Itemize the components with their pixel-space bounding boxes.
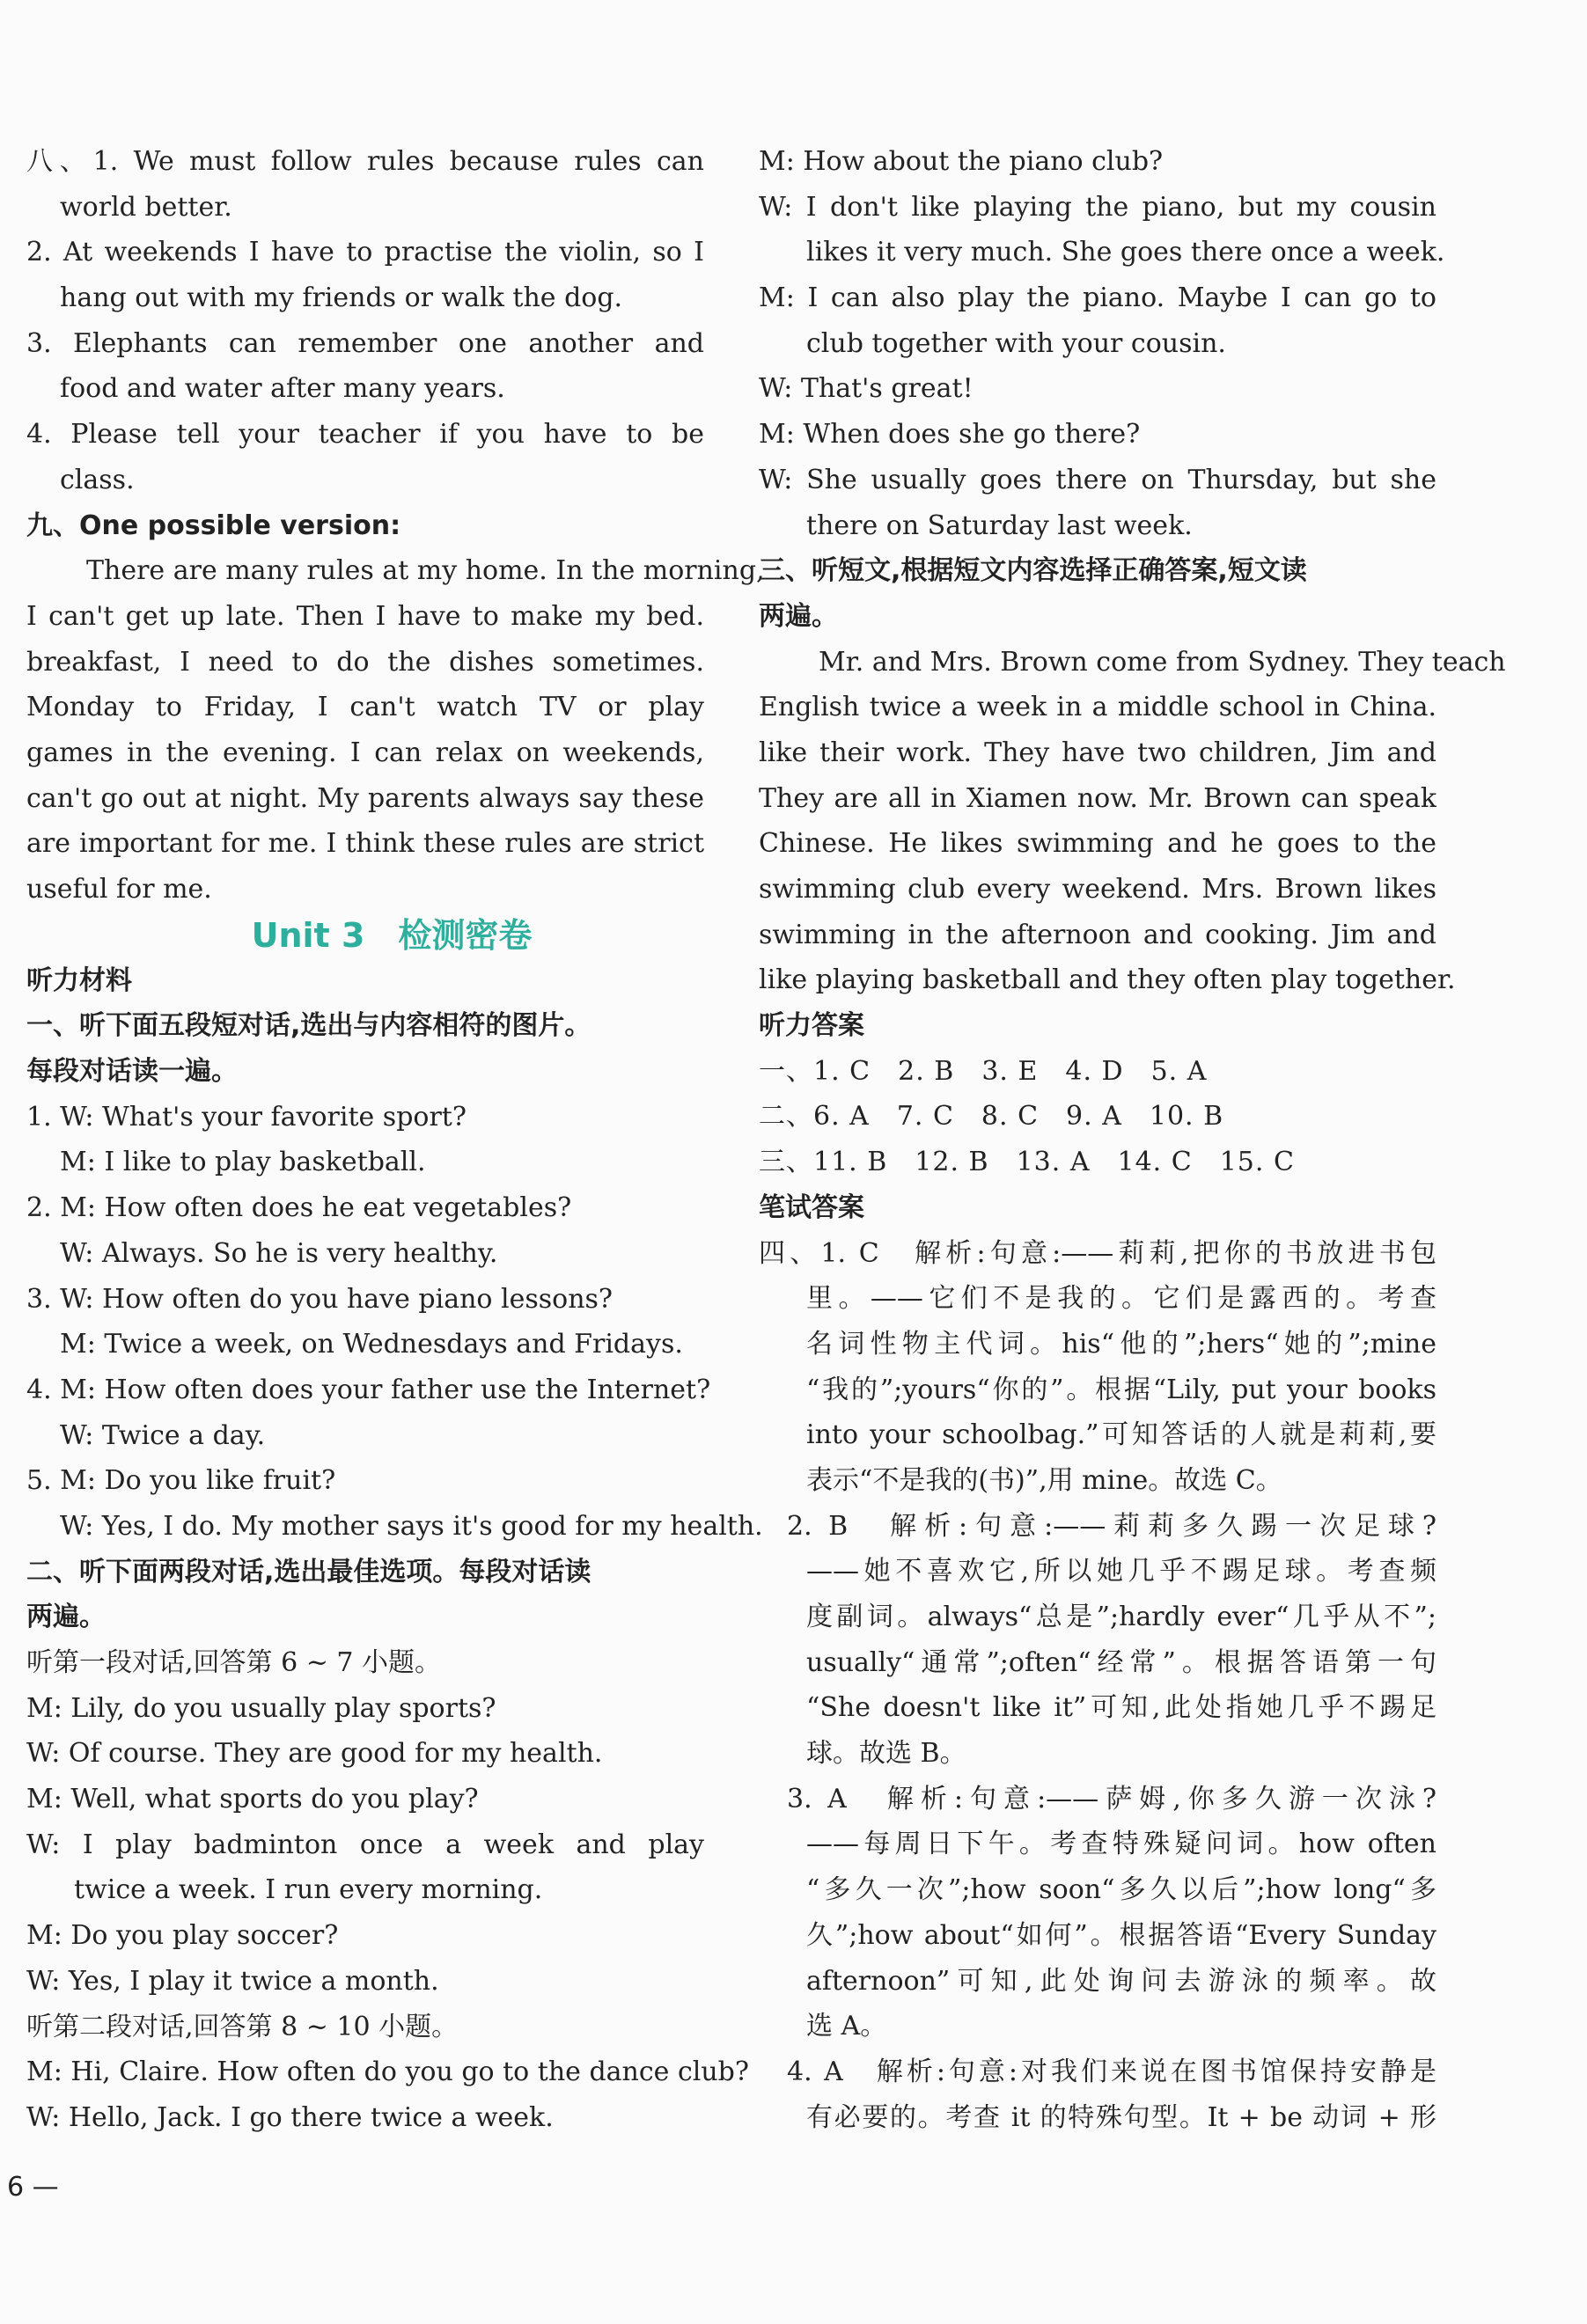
left-line-39: M: Do you play soccer? xyxy=(26,1920,339,1952)
right-line-43: 有必要的。考查 it 的特殊句型。It + be 动词 + 形 xyxy=(806,2101,1436,2133)
left-line-31: 二、听下面两段对话,选出最佳选项。每段对话读 xyxy=(26,1556,591,1587)
right-line-1: W: I don't like playing the piano, but my cousin xyxy=(759,191,1436,223)
left-line-5: food and water after many years. xyxy=(60,373,505,405)
left-line-16: useful for me. xyxy=(26,874,212,905)
left-column xyxy=(26,139,765,2141)
right-line-36: 3. A 解析:句意:——萨姆,你多久游一次泳? xyxy=(787,1783,1436,1814)
right-line-31: ——她不喜欢它,所以她几乎不踢足球。考查频 xyxy=(806,1556,1436,1587)
left-line-43: W: Hello, Jack. I go there twice a week. xyxy=(26,2101,554,2133)
right-line-16: swimming club every weekend. Mrs. Brown likes xyxy=(759,874,1436,905)
left-line-42: M: Hi, Claire. How often do you go to the dance club? xyxy=(26,2056,749,2088)
left-line-2: 2. At weekends I have to practise the violin, so I xyxy=(26,237,704,268)
right-line-12: English twice a week in a middle school in China. xyxy=(759,692,1436,723)
left-line-40: W: Yes, I play it twice a month. xyxy=(26,1965,439,1997)
right-line-15: Chinese. He likes swimming and he goes to the xyxy=(759,828,1436,860)
right-line-7: W: She usually goes there on Thursday, but she xyxy=(759,464,1436,495)
left-line-18: 听力材料 xyxy=(26,964,132,996)
right-line-21: 二、6. A 7. C 8. C 9. A 10. B xyxy=(759,1101,1224,1133)
right-line-14: They are all in Xiamen now. Mr. Brown can speak xyxy=(759,782,1436,814)
right-line-32: 度副词。always“总是”;hardly ever“几乎从不”; xyxy=(806,1602,1436,1632)
left-line-34: M: Lily, do you usually play sports? xyxy=(26,1692,496,1724)
left-line-22: M: I like to play basketball. xyxy=(60,1147,426,1178)
left-line-15: are important for me. I think these rules are strict xyxy=(26,828,704,860)
left-line-27: 4. M: How often does your father use the Internet? xyxy=(26,1374,711,1405)
left-line-20: 每段对话读一遍。 xyxy=(26,1056,238,1088)
left-line-41: 听第二段对话,回答第 8 ~ 10 小题。 xyxy=(26,2011,459,2042)
left-line-35: W: Of course. They are good for my health. xyxy=(26,1738,603,1770)
left-line-36: M: Well, what sports do you play? xyxy=(26,1784,479,1815)
left-line-37: W: I play badminton once a week and play xyxy=(26,1829,704,1860)
left-line-9: There are many rules at my home. In the morning, xyxy=(86,555,765,587)
left-line-12: Monday to Friday, I can't watch TV or play xyxy=(26,692,704,723)
left-line-4: 3. Elephants can remember one another and xyxy=(26,327,704,359)
right-line-37: ——每周日下午。考查特殊疑问词。how often xyxy=(806,1829,1436,1860)
left-line-33: 听第一段对话,回答第 6 ~ 7 小题。 xyxy=(26,1647,441,1678)
right-line-22: 三、11. B 12. B 13. A 14. C 15. C xyxy=(759,1147,1295,1178)
right-line-27: “我的”;yours“你的”。根据“Lily, put your books xyxy=(806,1374,1436,1405)
right-line-10: 两遍。 xyxy=(759,600,838,632)
right-line-42: 4. A 解析:句意:对我们来说在图书馆保持安静是 xyxy=(787,2056,1436,2087)
left-line-28: W: Twice a day. xyxy=(60,1419,266,1451)
right-line-39: 久”;how about“如何”。根据答语“Every Sunday xyxy=(806,1919,1436,1951)
left-line-17: Unit 3 检测密卷 xyxy=(251,915,533,955)
right-line-18: like playing basketball and they often play together. xyxy=(759,964,1456,996)
right-line-11: Mr. and Mrs. Brown come from Sydney. They teach xyxy=(819,646,1506,678)
left-line-24: W: Always. So he is very healthy. xyxy=(60,1237,498,1269)
left-line-7: class. xyxy=(60,464,135,495)
right-line-38: “多久一次”;how soon“多久以后”;how long“多 xyxy=(806,1874,1436,1906)
right-line-2: likes it very much. She goes there once a week. xyxy=(806,237,1445,268)
left-line-30: W: Yes, I do. My mother says it's good for my health. xyxy=(60,1510,763,1542)
right-line-41: 选 A。 xyxy=(806,2011,887,2042)
right-line-3: M: I can also play the piano. Maybe I can go to xyxy=(759,282,1436,314)
left-line-25: 3. W: How often do you have piano lessons? xyxy=(26,1283,613,1315)
right-line-23: 笔试答案 xyxy=(759,1191,864,1223)
right-line-4: club together with your cousin. xyxy=(806,327,1226,359)
right-line-13: like their work. They have two children, Jim and xyxy=(759,737,1436,768)
left-line-29: 5. M: Do you like fruit? xyxy=(26,1465,336,1497)
left-line-8: 九、One possible version: xyxy=(26,510,401,541)
left-line-11: breakfast, I need to do the dishes sometimes. xyxy=(26,646,704,678)
right-line-8: there on Saturday last week. xyxy=(806,510,1193,541)
left-line-6: 4. Please tell your teacher if you have to be xyxy=(26,419,704,451)
left-line-3: hang out with my friends or walk the dog. xyxy=(60,282,623,314)
left-line-26: M: Twice a week, on Wednesdays and Fridays. xyxy=(60,1329,683,1360)
right-line-29: 表示“不是我的(书)”,用 mine。故选 C。 xyxy=(806,1464,1282,1496)
left-line-32: 两遍。 xyxy=(26,1602,106,1633)
right-line-34: “She doesn't like it”可知,此处指她几乎不踢足 xyxy=(806,1692,1436,1724)
left-line-19: 一、听下面五段短对话,选出与内容相符的图片。 xyxy=(26,1010,591,1042)
left-line-23: 2. M: How often does he eat vegetables? xyxy=(26,1192,572,1224)
right-line-25: 里。——它们不是我的。它们是露西的。考查 xyxy=(806,1283,1436,1315)
right-line-19: 听力答案 xyxy=(759,1010,864,1042)
left-line-14: can't go out at night. My parents always say these xyxy=(26,782,704,814)
left-line-10: I can't get up late. Then I have to make my bed. xyxy=(26,600,704,632)
right-line-5: W: That's great! xyxy=(759,373,974,405)
right-line-35: 球。故选 B。 xyxy=(806,1738,966,1770)
left-line-38: twice a week. I run every morning. xyxy=(74,1874,543,1906)
right-line-26: 名词性物主代词。his“他的”;hers“她的”;mine xyxy=(806,1328,1436,1360)
right-line-17: swimming in the afternoon and cooking. Jim and xyxy=(759,919,1436,950)
right-column xyxy=(759,139,1506,2140)
right-line-6: M: When does she go there? xyxy=(759,419,1141,451)
right-line-33: usually“通常”;often“经常”。根据答语第一句 xyxy=(806,1646,1436,1678)
right-line-20: 一、1. C 2. B 3. E 4. D 5. A xyxy=(759,1055,1208,1087)
left-line-0: 八、1. We must follow rules because rules can xyxy=(26,146,704,177)
left-line-21: 1. W: What's your favorite sport? xyxy=(26,1101,467,1133)
right-line-9: 三、听短文,根据短文内容选择正确答案,短文读 xyxy=(759,555,1307,587)
left-line-1: world better. xyxy=(60,191,232,223)
left-line-13: games in the evening. I can relax on weekends, xyxy=(26,737,704,768)
right-line-40: afternoon”可知,此处询问去游泳的频率。故 xyxy=(806,1965,1436,1997)
right-line-0: M: How about the piano club? xyxy=(759,146,1164,177)
page-number: 6 — xyxy=(7,2172,59,2203)
right-line-30: 2. B 解析:句意:——莉莉多久踢一次足球? xyxy=(787,1510,1436,1542)
right-line-28: into your schoolbag.”可知答话的人就是莉莉,要 xyxy=(806,1419,1436,1451)
right-line-24: 四、1. C 解析:句意:——莉莉,把你的书放进书包 xyxy=(759,1237,1436,1269)
